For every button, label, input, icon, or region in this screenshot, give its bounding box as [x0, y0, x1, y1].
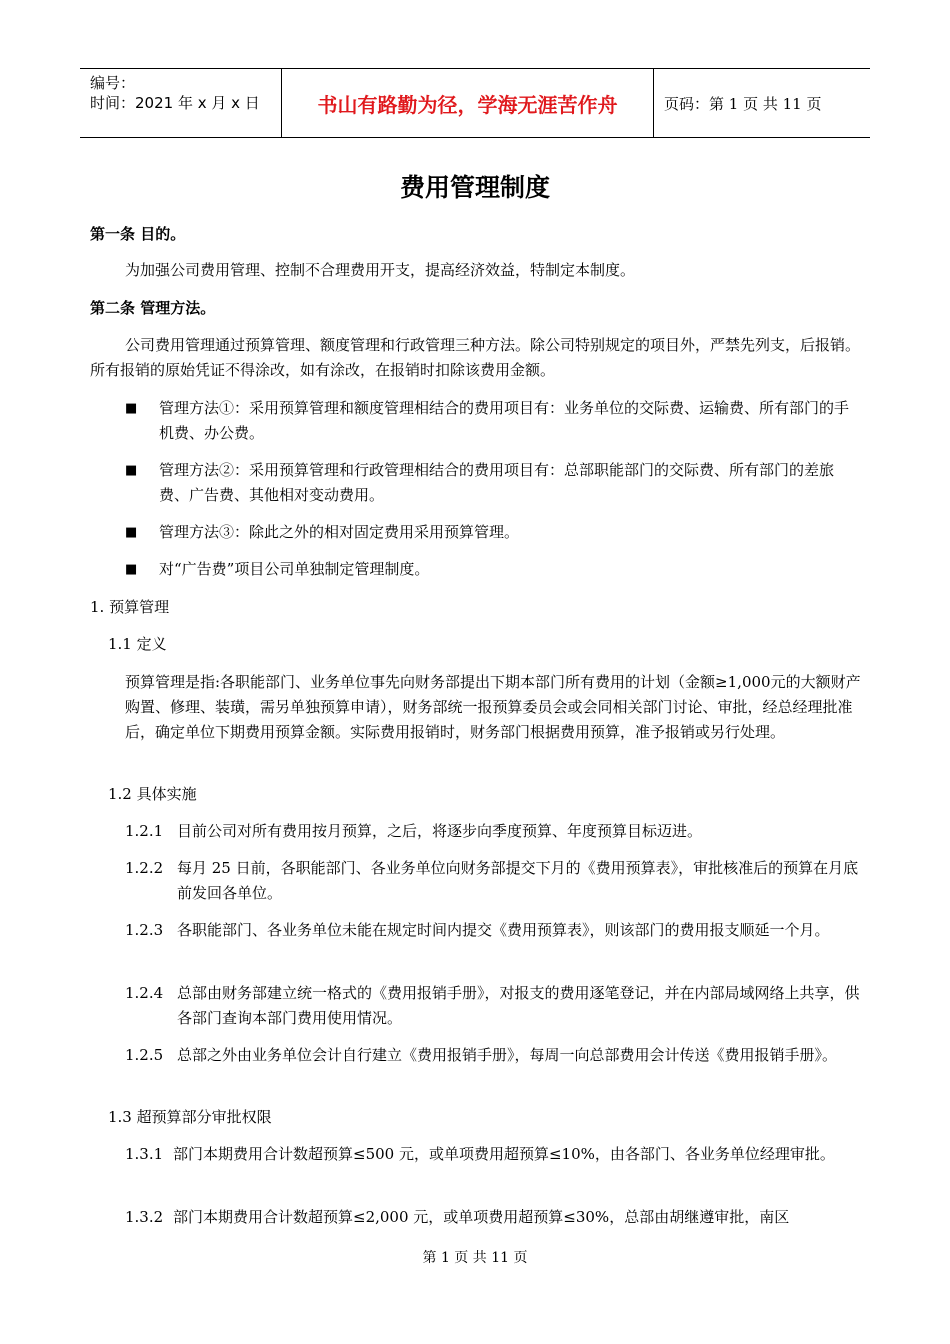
square-bullet-icon: ■ — [125, 463, 138, 478]
header-page-number: 页码：第 1 页 共 11 页 — [664, 94, 822, 113]
item-text: 目前公司对所有费用按月预算，之后，将逐步向季度预算、年度预算目标迈进。 — [177, 822, 703, 840]
square-bullet-icon: ■ — [125, 562, 138, 577]
bullet-item — [125, 396, 860, 446]
item-number: 1.2.4 — [125, 984, 164, 1002]
bullet-item — [125, 458, 860, 508]
item-text: 每月 25 日前，各职能部门、各业务单位向财务部提交下月的《费用预算表》，审批核准后的预算在月底前发回各单位。 — [177, 859, 859, 902]
article-1-heading: 第一条 目的。 — [90, 225, 186, 243]
section-1-heading: 1. 预算管理 — [90, 598, 170, 616]
section-1-3-heading: 1.3 超预算部分审批权限 — [108, 1108, 272, 1126]
item-number: 1.2.1 — [125, 822, 164, 840]
section-1-1-heading: 1.1 定义 — [108, 635, 167, 653]
header-motto: 书山有路勤为径，学海无涯苦作舟 — [282, 69, 654, 137]
square-bullet-icon: ■ — [125, 525, 138, 540]
bullet-text: 管理方法①：采用预算管理和额度管理相结合的费用项目有：业务单位的交际费、运输费、所有部门的手机费、办公费。 — [159, 399, 850, 442]
square-bullet-icon: ■ — [125, 401, 138, 416]
item-text: 部门本期费用合计数超预算≤500 元，或单项费用超预算≤10%，由各部门、各业务单位经理审批。 — [173, 1145, 835, 1163]
article-2-heading: 第二条 管理方法。 — [90, 299, 216, 317]
document-date: 时间：2021 年 x 月 x 日 — [90, 94, 260, 112]
item-number: 1.2.5 — [125, 1046, 164, 1064]
section-1-2-heading: 1.2 具体实施 — [108, 785, 197, 803]
item-text: 总部之外由业务单位会计自行建立《费用报销手册》，每周一向总部费用会计传送《费用报销手册》。 — [177, 1046, 838, 1064]
item-text: 部门本期费用合计数超预算≤2,000 元，或单项费用超预算≤30%，总部由胡继遵审批，南区 — [173, 1208, 790, 1226]
item-text: 各职能部门、各业务单位未能在规定时间内提交《费用预算表》，则该部门的费用报支顺延一个月。 — [177, 921, 830, 939]
item-number: 1.3.1 — [125, 1145, 164, 1163]
article-2-text: 公司费用管理通过预算管理、额度管理和行政管理三种方法。除公司特别规定的项目外，严禁先列支，后报销。所有报销的原始凭证不得涂改，如有涂改，在报销时扣除该费用金额。 — [90, 336, 861, 379]
header-table — [80, 68, 870, 138]
page-footer: 第 1 页 共 11 页 — [422, 1250, 528, 1266]
document-title: 费用管理制度 — [399, 173, 550, 202]
document-number: 编号： — [90, 74, 136, 92]
bullet-text: 管理方法③：除此之外的相对固定费用采用预算管理。 — [159, 523, 520, 541]
item-number: 1.2.2 — [125, 859, 164, 877]
article-1-text: 为加强公司费用管理、控制不合理费用开支，提高经济效益，特制定本制度。 — [125, 261, 636, 279]
item-number: 1.3.2 — [125, 1208, 164, 1226]
header-meta-cell — [80, 69, 282, 137]
item-text: 总部由财务部建立统一格式的《费用报销手册》，对报支的费用逐笔登记，并在内部局域网络上共享，供各部门查询本部门费用使用情况。 — [177, 984, 860, 1027]
bullet-item — [125, 557, 860, 582]
bullet-text: 管理方法②：采用预算管理和行政管理相结合的费用项目有：总部职能部门的交际费、所有部门的差旅费、广告费、其他相对变动费用。 — [159, 461, 835, 504]
section-1-1-text: 预算管理是指:各职能部门、业务单位事先向财务部提出下期本部门所有费用的计划（金额≥1,000元的大额财产购置、修理、装璜，需另单独预算申请），财务部统一报预算委员会或会同相关部门讨论、审批，经总经理批准后，确定单位下期费用预算金额。实际费用报销时，财务部门根据费用预算，准予报销或另行处理。 — [125, 673, 861, 741]
bullet-text: 对“广告费”项目公司单独制定管理制度。 — [159, 560, 430, 578]
bullet-item — [125, 520, 860, 545]
item-number: 1.2.3 — [125, 921, 164, 939]
